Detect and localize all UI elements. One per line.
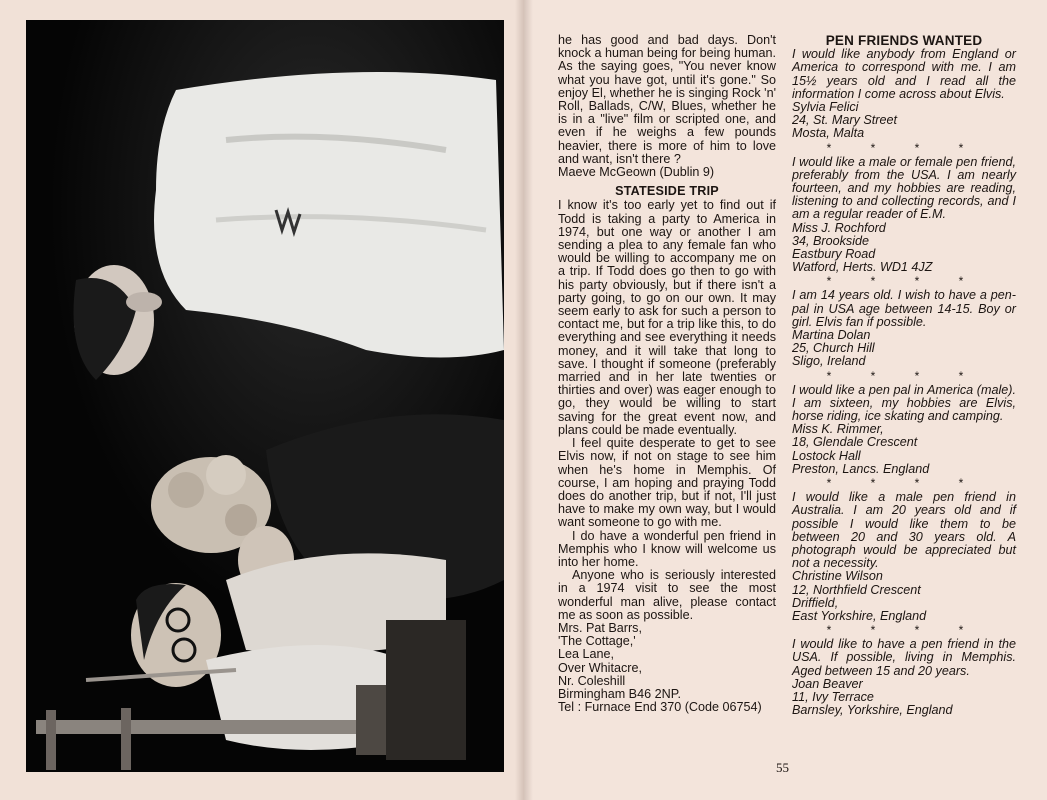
address-line: 24, St. Mary Street [792,113,897,128]
address-line: 11, Ivy Terrace [792,689,874,704]
entry-text: I would like anybody from England or America to correspond with me. I am 15½ years old and I read all the information I come across about Elvis. [792,47,1016,101]
trip-paragraph-4: Anyone who is seriously interested in a 1974 visit to see the most wonderful man alive, please contact me as soon as possible. [558,568,776,622]
address-line: 'The Cottage,' [558,634,636,649]
address-line: Birmingham B46 2NP. [558,686,681,701]
address-line: Watford, Herts. WD1 4JZ [792,260,933,275]
pen-friends-column [792,34,1016,717]
entry-text: I am 14 years old. I wish to have a pen-pal in USA age between 14-15. Boy or girl. Elvis fan if possible. [792,288,1016,329]
separator-stars: * * * * [826,274,982,289]
address-line: Christine Wilson [792,569,883,584]
pen-friend-entry [792,156,1016,275]
address-line: Miss K. Rimmer, [792,422,884,437]
pen-friend-entry [792,384,1016,476]
address-line: Driffield, [792,595,839,610]
stateside-trip-heading: STATESIDE TRIP [615,184,719,199]
address-line: 34, Brookside [792,233,870,248]
address-line: Miss J. Rochford [792,220,886,235]
address-line: 18, Glendale Crescent [792,435,918,450]
separator-stars: * * * * [826,623,982,638]
address-line: Preston, Lancs. England [792,461,930,476]
address-line: Eastbury Road [792,247,876,262]
trip-paragraph-2: I feel quite desperate to get to see Elvis now, if not on stage to see him when he's home in Memphis. Of course, I am hoping and praying Todd does do another trip, but if not, I'll just have to make my own way, but I would want someone to go with me. [558,436,776,530]
address-line: Barnsley, Yorkshire, England [792,703,953,718]
trip-paragraph-1: I know it's too early yet to find out if Todd is taking a party to America in 1974, but one way or another I am sending a plea to any female fan who would be willing to accompany me on a trip. If Todd does go then to go with his party obviously, but if there isn't a party going, to go on our own. It may seem early to ask for such a person to contact me, but for a trip like this, to do everything and see everything it needs money, and it will take that long to save. I thought if someone (preferably married and in her late twenties or thirties and over) was eager enough to go, they would be willing to start saving for the great event now, and plans could be made eventually. [558,198,776,437]
pen-friends-heading: PEN FRIENDS WANTED [825,33,983,48]
address-line: 12, Northfield Crescent [792,582,921,597]
separator-stars: * * * * [826,476,982,491]
separator-stars: * * * * [826,140,982,155]
address-line: 25, Church Hill [792,341,875,356]
photo-icon [26,20,504,772]
photo [26,20,504,772]
entry-text: I would like to have a pen friend in the USA. If possible, living in Memphis. Aged between 15 and 20 years. [792,637,1016,678]
letter-signature: Maeve McGeown (Dublin 9) [558,165,715,180]
address-line: Sligo, Ireland [792,354,866,369]
entry-text: I would like a male pen friend in Australia. I am 20 years old and if possible I would like them to be between 20 and 30 years old. A photograph would be appreciated but not a necessity. [792,490,1016,571]
gutter [515,0,533,800]
address-line: Mrs. Pat Barrs, [558,620,642,635]
address-line: Tel : Furnace End 370 (Code 06754) [558,700,762,715]
address-line: Nr. Coleshill [558,673,626,688]
trip-paragraph-3: I do have a wonderful pen friend in Memphis who I know will welcome us into her home. [558,528,776,569]
separator-stars: * * * * [826,368,982,383]
address-line: Mosta, Malta [792,126,865,141]
pen-friend-entry [792,491,1016,623]
entry-text: I would like a pen pal in America (male). I am sixteen, my hobbies are Elvis, horse riding, ice skating and camping. [792,382,1016,424]
letters-column [558,34,776,714]
page-number: 55 [776,760,789,775]
pen-friend-entry [792,48,1016,140]
letter-text: he has good and bad days. Don't knock a human being for being human. As the saying goes, "You never know what you have got, until it's gone." So enjoy El, whether he is singing Rock 'n' Roll, Ballads, C/W, Blues, whether he is in a "live" film or scripted one, and even if he weighs a few pounds heavier, there is more of him to love and want, isn't there ? [558,33,776,166]
address-line: Lea Lane, [558,647,615,662]
address-line: Lostock Hall [792,448,861,463]
address-line: Over Whitacre, [558,660,642,675]
pen-friend-entry [792,289,1016,368]
address-line: Martina Dolan [792,328,871,343]
pen-friend-entry [792,638,1016,717]
address-line: East Yorkshire, England [792,608,927,623]
entry-text: I would like a male or female pen friend, preferably from the USA. I am nearly fourteen, and my hobbies are reading, listening to and collecting records, and I am a regular reader of E.M. [792,154,1016,222]
trip-address [558,622,776,714]
address-line: Joan Beaver [792,676,863,691]
address-line: Sylvia Felici [792,100,859,115]
